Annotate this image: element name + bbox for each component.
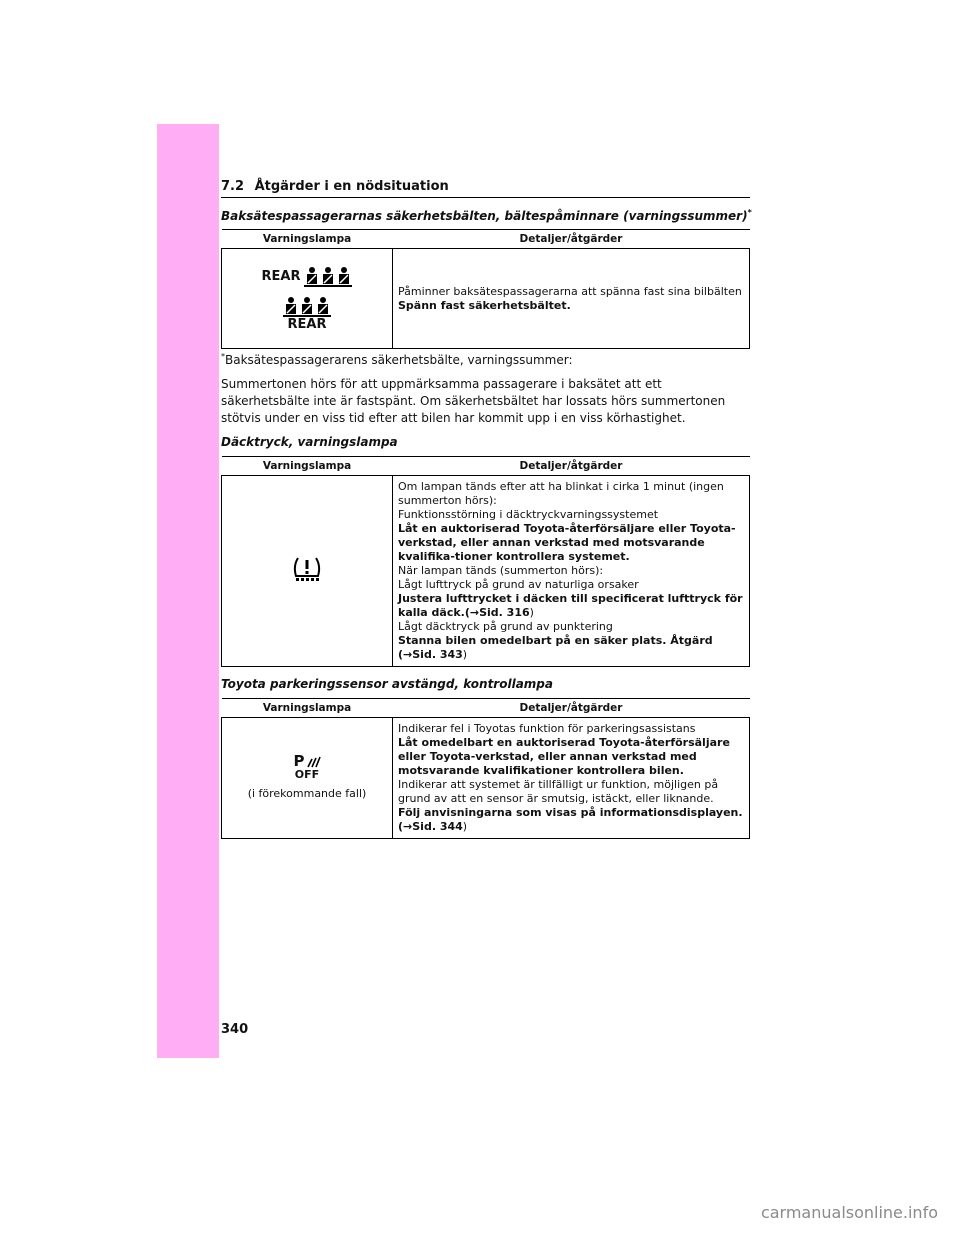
parking-icon-off: OFF (294, 768, 320, 781)
page-ref-316[interactable]: →Sid. 316 (469, 606, 530, 619)
tire-line-6-text: Justera lufttrycket i däcken till specificerat lufttryck för kalla däck.( (398, 592, 743, 619)
footnote-asterisk: * (221, 352, 225, 361)
page-number: 340 (221, 1022, 249, 1037)
col-header-details: Detaljer/åtgärder (393, 699, 750, 718)
rear-seatbelt-icon (304, 266, 352, 288)
parking-heading: Toyota parkeringssensor avstängd, kontrollampa (221, 677, 553, 691)
rear-label-2: REAR (287, 316, 327, 332)
col-header-warning-lamp: Varningslampa (222, 230, 393, 249)
tire-line-6-close: ) (529, 606, 534, 619)
tire-pressure-warning-icon (290, 554, 324, 584)
chapter-tab-sidebar (157, 124, 219, 1058)
seatbelt-heading-asterisk: * (747, 208, 752, 217)
parking-line-2: Låt omedelbart en auktoriserad Toyota-återförsäljare eller Toyota-verkstad, eller annan verkstad med motsvarande kvalifikationer kontrollera bilen. (398, 736, 730, 777)
parking-ref-close: ) (462, 820, 468, 833)
parking-line-3: Indikerar att systemet är tillfälligt ur funktion, möjligen på grund av att en sensor är smutsig, istäckt, eller liknande. (398, 778, 719, 805)
tire-line-5: Lågt lufttryck på grund av naturliga orsaker (398, 578, 639, 591)
footnote-text: Baksätespassagerarens säkerhetsbälte, varningssummer: (225, 353, 573, 367)
watermark: carmanualsonline.info (760, 1203, 938, 1222)
seatbelt-heading (221, 208, 752, 223)
tire-table (221, 456, 750, 667)
tire-line-4: När lampan tänds (summerton hörs): (398, 564, 604, 577)
parking-sensor-waves-icon (307, 756, 321, 768)
tire-line-1: Om lampan tänds efter att ha blinkat i cirka 1 minut (ingen summerton hörs): (398, 480, 724, 507)
tire-line-2: Funktionsstörning i däcktryckvarningssystemet (398, 508, 659, 521)
tire-details (393, 476, 750, 667)
tire-line-7: Lågt däcktryck på grund av punktering (398, 620, 613, 633)
col-header-details: Detaljer/åtgärder (393, 457, 750, 476)
parking-details (393, 718, 750, 839)
parking-note: (i förekommande fall) (247, 787, 367, 800)
parking-icon-cell (222, 718, 393, 839)
seatbelt-heading-text: Baksätespassagerarnas säkerhetsbälten, bältespåminnare (varningssummer) (221, 209, 748, 223)
tire-ref-open: ( (398, 648, 404, 661)
section-header (221, 179, 750, 198)
parking-line-5 (398, 820, 744, 834)
rear-seatbelt-icon-alt (283, 296, 331, 318)
seatbelt-details (393, 249, 750, 349)
parking-icon-p: P (293, 752, 305, 770)
seatbelt-table (221, 229, 750, 349)
parking-line-1: Indikerar fel i Toyotas funktion för parkeringsassistans (398, 722, 696, 735)
page-ref-344[interactable]: →Sid. 344 (403, 820, 463, 833)
footnote (221, 352, 573, 367)
seatbelt-line-2: Spänn fast säkerhetsbältet. (398, 298, 571, 312)
rear-label-1: REAR (261, 268, 301, 284)
section-number: 7.2 (221, 179, 245, 194)
tire-line-8: Stanna bilen omedelbart på en säker plats. Åtgärd (398, 634, 713, 647)
tire-line-6 (398, 592, 744, 620)
col-header-warning-lamp: Varningslampa (222, 699, 393, 718)
tire-line-9 (398, 648, 744, 662)
tire-ref-close: ) (462, 648, 468, 661)
tire-icon-cell (222, 476, 393, 667)
tire-line-3: Låt en auktoriserad Toyota-återförsäljare eller Toyota-verkstad, eller annan verkstad med motsvarande kvalifika-tioner kontrollera systemet. (398, 522, 736, 563)
seatbelt-icon-cell (222, 249, 393, 349)
section-title: Åtgärder i en nödsituation (254, 179, 449, 194)
page-ref-343[interactable]: →Sid. 343 (403, 648, 463, 661)
seatbelt-line-1: Påminner baksätespassagerarna att spänna fast sina bilbälten (398, 284, 742, 298)
parking-table (221, 698, 750, 839)
tire-heading: Däcktryck, varningslampa (221, 435, 398, 449)
parking-sensor-off-icon (293, 752, 321, 781)
parking-line-4: Följ anvisningarna som visas på informationsdisplayen. (398, 806, 743, 819)
body-paragraph: Summertonen hörs för att uppmärksamma passagerare i baksätet att ett säkerhetsbälte inte är fastspänt. Om säkerhetsbältet har lossats hörs summertonen stötvis under en viss tid efter att bilen har kommit upp i en viss körhastighet. (221, 377, 726, 425)
parking-ref-open: ( (398, 820, 404, 833)
col-header-warning-lamp: Varningslampa (222, 457, 393, 476)
col-header-details: Detaljer/åtgärder (393, 230, 750, 249)
